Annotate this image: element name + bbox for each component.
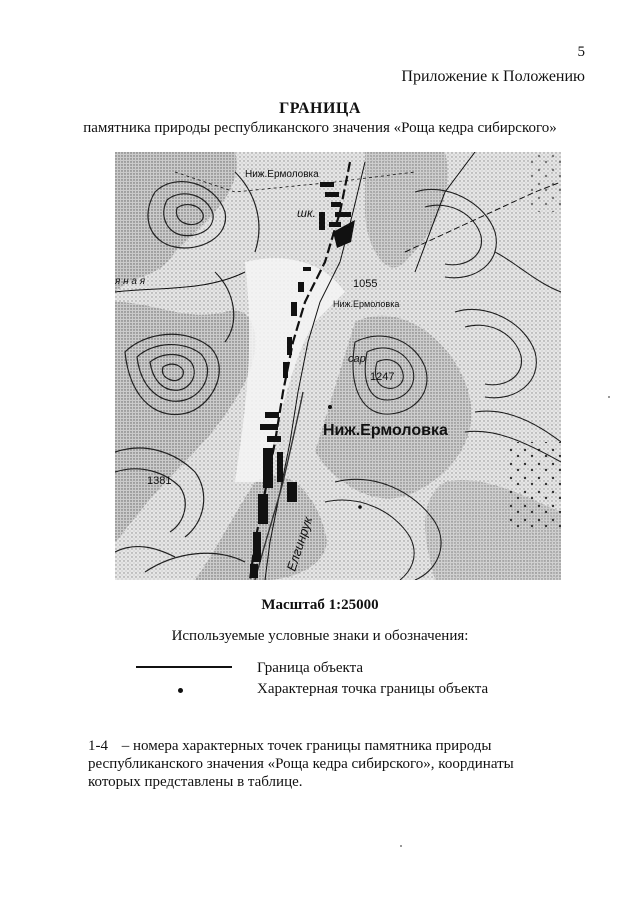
footnote <box>88 737 556 791</box>
legend-item-point: Характерная точка границы объекта <box>257 681 489 697</box>
appendix-label: Приложение к Положению <box>401 68 585 85</box>
map-label-shed: сар <box>348 353 366 365</box>
scan-speck <box>400 845 402 847</box>
document-subtitle: памятника природы республиканского значения «Роща кедра сибирского» <box>83 120 557 136</box>
map-scale: Масштаб 1:25000 <box>261 597 379 613</box>
map-label-height-1055: 1055 <box>353 278 378 290</box>
legend-item-boundary: Граница объекта <box>257 660 364 676</box>
map-label-height-1247: 1247 <box>370 371 395 383</box>
footnote-text: – номера характерных точек границы памятника природы республиканского значения «Роща кедра сибирского», координаты которых представлены в таблице. <box>88 738 514 790</box>
footnote-numbers: 1-4 <box>88 738 108 754</box>
line-icon <box>136 666 232 668</box>
scan-speck <box>608 396 610 398</box>
dot-icon <box>178 688 183 693</box>
map-label-river-bottom: Елгинрук <box>283 514 316 573</box>
legend-title: Используемые условные знаки и обозначения: <box>171 628 469 644</box>
map-label-school: шк. <box>297 206 316 220</box>
map-label-village-top: Ниж.Ермоловка <box>245 169 319 180</box>
map-label-village-mid: Ниж.Ермоловка <box>333 299 400 309</box>
document-title: ГРАНИЦА <box>279 100 361 117</box>
map-label-river-left: я н а я <box>115 276 146 287</box>
map-label-village-main: Ниж.Ермоловка <box>323 422 448 439</box>
map-label-height-1381: 1381 <box>147 475 172 487</box>
page-number: 5 <box>577 44 585 60</box>
topographic-map <box>115 152 561 580</box>
